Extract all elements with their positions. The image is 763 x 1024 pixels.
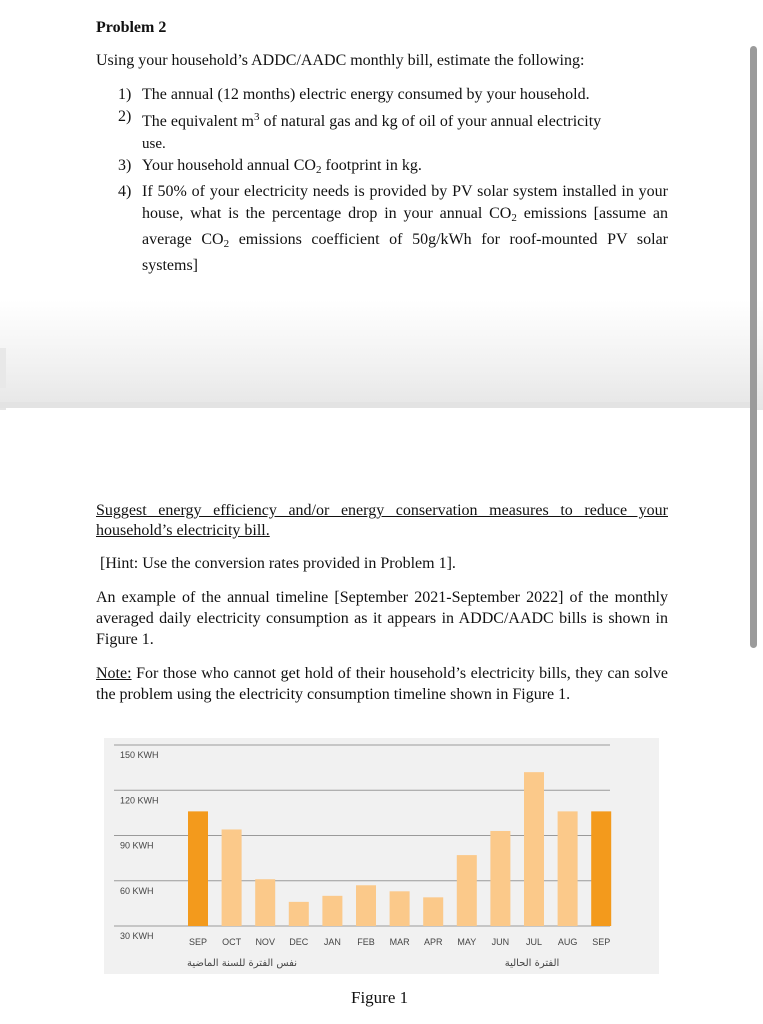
x-tick-label: DEC [289, 937, 309, 947]
x-tick-label: AUG [557, 937, 578, 947]
bar-apr [423, 897, 443, 926]
bar-feb [356, 885, 376, 926]
list-number: 3) [118, 157, 132, 174]
list-item [118, 84, 668, 106]
x-tick-label: MAR [389, 937, 410, 947]
question-list [118, 84, 668, 277]
legend-previous-period: نفس الفترة للسنة الماضية [187, 958, 297, 969]
bar-sep [188, 811, 208, 926]
list-number: 4) [118, 183, 132, 200]
bar-mar [390, 891, 410, 926]
bar-oct [222, 829, 242, 926]
x-tick-label: SEP [188, 937, 208, 947]
y-tick-label: 60 KWH [120, 885, 154, 896]
list-item [118, 106, 668, 133]
figure-caption: Figure 1 [351, 988, 409, 1007]
bar-nov [255, 879, 275, 926]
list-item [118, 181, 668, 277]
list-text: If 50% of your electricity needs is provided by PV solar system installed in your house, what is the percentage drop in your annual $CO_2$ emissions [assume an average $CO_2$ emissions coefficient of 50g/kWh for roof-mounted PV solar systems] [142, 183, 668, 274]
page-gap [0, 300, 763, 410]
y-tick-label: 120 KWH [120, 795, 159, 806]
y-tick-label: 90 KWH [120, 840, 154, 851]
problem-title: Problem 2 [96, 19, 167, 36]
x-tick-label: SEP [592, 937, 611, 947]
y-tick-label: 150 KWH [120, 750, 159, 760]
list-number: 2) [118, 108, 132, 125]
x-tick-label: APR [423, 937, 443, 947]
legend-current-period: الفترة الحالية [504, 958, 560, 969]
timeline-paragraph: An example of the annual timeline [September 2021-September 2022] of the monthly averaged daily electricity consumption as it appears in ADDC/AADC bills is shown in Figure 1. [96, 589, 668, 648]
note-label: Note: [96, 665, 132, 682]
list-text-continuation: use. [142, 136, 166, 152]
y-tick-label: 30 KWH [120, 931, 154, 941]
list-item [118, 155, 668, 181]
hint-text: [Hint: Use the conversion rates provided in Problem 1]. [100, 555, 456, 572]
bar-aug [558, 811, 578, 926]
problem-intro: Using your household’s ADDC/AADC monthly bill, estimate the following: [96, 52, 585, 69]
bar-sep [591, 811, 611, 926]
consumption-chart [104, 738, 659, 974]
bar-may [457, 855, 477, 926]
x-tick-label: JUL [525, 937, 543, 947]
chart-svg [104, 738, 659, 974]
x-tick-label: JUN [491, 937, 510, 947]
section-heading: Suggest energy efficiency and/or energy conservation measures to reduce your household’s electricity bill. [96, 502, 668, 539]
x-tick-label: OCT [222, 937, 242, 947]
list-text: The annual (12 months) electric energy consumed by your household. [142, 86, 590, 103]
list-number: 1) [118, 86, 132, 103]
bar-jul [524, 772, 544, 926]
bar-jun [490, 831, 510, 926]
page-edge [0, 348, 6, 388]
x-tick-label: FEB [357, 937, 375, 947]
bar-jan [322, 896, 342, 926]
list-text: The equivalent $m^3$ of natural gas and kg of oil of your annual electricity [142, 111, 602, 130]
scrollbar-thumb[interactable] [750, 46, 757, 648]
x-tick-label: NOV [255, 937, 275, 947]
note-paragraph: Note: For those who cannot get hold of their household’s electricity bills, they can solve the problem using the electricity consumption timeline shown in Figure 1. [96, 665, 668, 703]
bar-dec [289, 902, 309, 926]
x-tick-label: JAN [323, 937, 341, 947]
x-tick-label: MAY [457, 937, 477, 947]
list-text: Your household annual $CO_2$ footprint in kg. [142, 157, 422, 176]
